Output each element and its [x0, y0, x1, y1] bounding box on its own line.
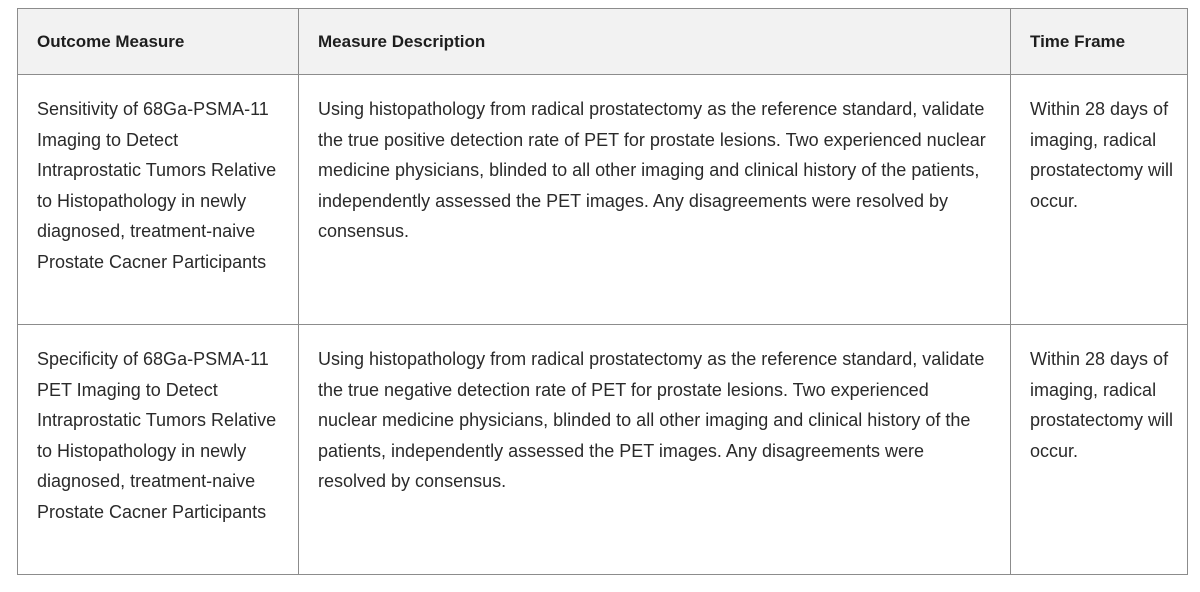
measure-description-cell: Using histopathology from radical prostatectomy as the reference standard, validate the true negative detection rate of PET for prostate lesions. Two experienced nuclear medicine physicians, blinded to all other imaging and clinical history of the patients, independently assessed the PET images. Any disagreements were resolved by consensus.: [299, 325, 1011, 575]
header-measure-description: Measure Description: [299, 9, 1011, 75]
table-header: [18, 9, 1188, 75]
header-row: [18, 9, 1188, 75]
header-time-frame: Time Frame: [1011, 9, 1188, 75]
header-outcome-measure: Outcome Measure: [18, 9, 299, 75]
table-row: [18, 325, 1188, 575]
time-frame-cell: Within 28 days of imaging, radical prostatectomy will occur.: [1011, 75, 1188, 325]
outcome-measure-cell: Sensitivity of 68Ga-PSMA-11 Imaging to Detect Intraprostatic Tumors Relative to Histopathology in newly diagnosed, treatment-naive Prostate Cacner Participants: [18, 75, 299, 325]
outcome-measures-table: [17, 8, 1188, 575]
measure-description-cell: Using histopathology from radical prostatectomy as the reference standard, validate the true positive detection rate of PET for prostate lesions. Two experienced nuclear medicine physicians, blinded to all other imaging and clinical history of the patients, independently assessed the PET images. Any disagreements were resolved by consensus.: [299, 75, 1011, 325]
table-body: [18, 75, 1188, 575]
outcome-measure-cell: Specificity of 68Ga-PSMA-11 PET Imaging to Detect Intraprostatic Tumors Relative to Histopathology in newly diagnosed, treatment-naive Prostate Cacner Participants: [18, 325, 299, 575]
table-row: [18, 75, 1188, 325]
time-frame-cell: Within 28 days of imaging, radical prostatectomy will occur.: [1011, 325, 1188, 575]
